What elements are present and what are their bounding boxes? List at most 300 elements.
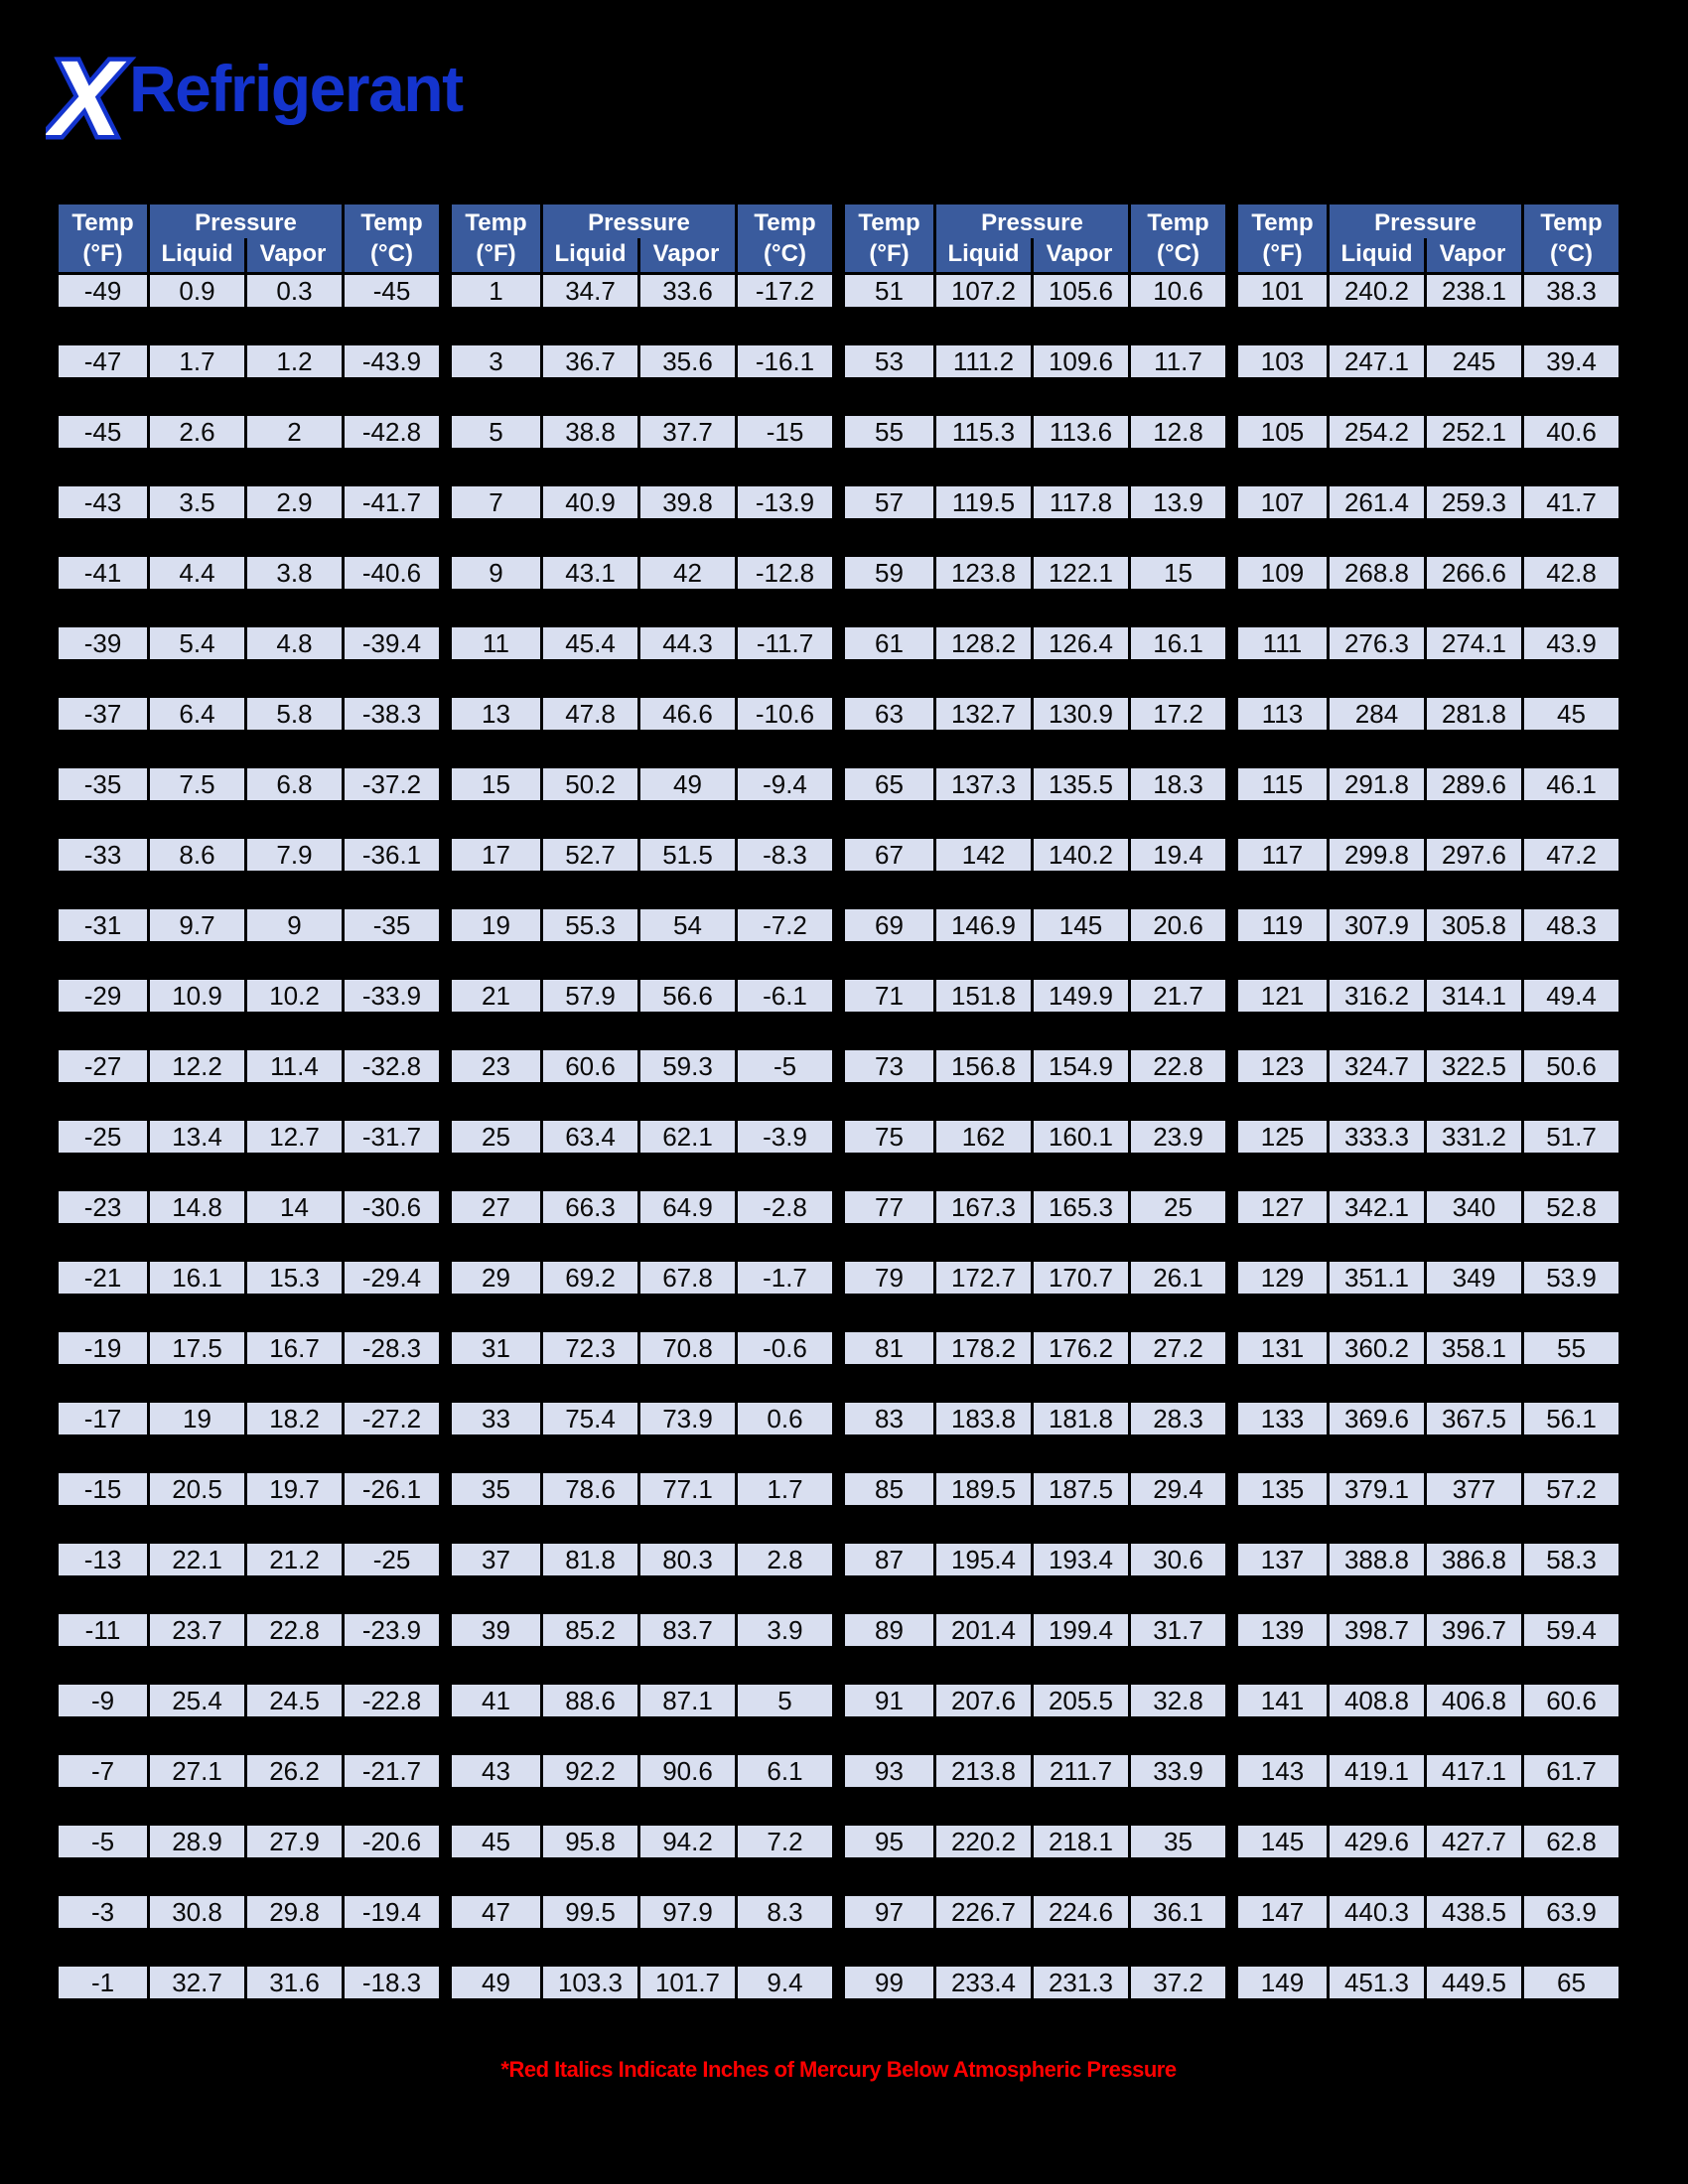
cell-pressure-liquid: 333.3 — [1330, 1121, 1424, 1153]
cell-pressure-liquid: 2.6 — [150, 416, 244, 448]
table-row — [842, 554, 1228, 592]
table-row — [56, 1682, 442, 1719]
cell-temp-c: -31.7 — [345, 1121, 439, 1153]
cell-temp-f: 95 — [845, 1826, 933, 1857]
cell-pressure-vapor: 340 — [1427, 1191, 1521, 1223]
cell-temp-f: 17 — [452, 839, 540, 871]
cell-temp-f: -15 — [59, 1473, 147, 1505]
table-row — [56, 272, 442, 310]
cell-pressure-liquid: 14.8 — [150, 1191, 244, 1223]
cell-pressure-vapor: 140.2 — [1034, 839, 1128, 871]
cell-temp-f: -35 — [59, 768, 147, 800]
cell-pressure-vapor: 22.8 — [247, 1614, 342, 1646]
cell-pressure-vapor: 21.2 — [247, 1544, 342, 1575]
table-row — [449, 483, 835, 521]
cell-temp-c: 6.1 — [738, 1755, 832, 1787]
cell-temp-c: 12.8 — [1131, 416, 1225, 448]
cell-temp-c: 29.4 — [1131, 1473, 1225, 1505]
cell-pressure-liquid: 342.1 — [1330, 1191, 1424, 1223]
cell-pressure-liquid: 151.8 — [936, 980, 1031, 1012]
cell-temp-f: 27 — [452, 1191, 540, 1223]
cell-pressure-liquid: 254.2 — [1330, 416, 1424, 448]
cell-pressure-vapor: 109.6 — [1034, 345, 1128, 377]
header-label: (°F) — [476, 240, 516, 267]
cell-temp-c: 5 — [738, 1685, 832, 1716]
cell-pressure-liquid: 5.4 — [150, 627, 244, 659]
cell-temp-f: -33 — [59, 839, 147, 871]
cell-temp-c: 11.7 — [1131, 345, 1225, 377]
cell-pressure-liquid: 10.9 — [150, 980, 244, 1012]
cell-pressure-vapor: 281.8 — [1427, 698, 1521, 730]
table-row — [842, 1964, 1228, 2001]
header-vapor: Vapor — [637, 238, 732, 272]
cell-temp-f: 65 — [845, 768, 933, 800]
cell-temp-c: 46.1 — [1524, 768, 1618, 800]
cell-pressure-vapor: 449.5 — [1427, 1967, 1521, 1998]
brand-text: Refrigerant — [129, 52, 463, 125]
cell-temp-c: 56.1 — [1524, 1403, 1618, 1434]
cell-temp-f: 21 — [452, 980, 540, 1012]
table-row — [842, 1188, 1228, 1226]
cell-temp-f: 71 — [845, 980, 933, 1012]
table-row — [449, 1400, 835, 1437]
header-pressure-label: Pressure — [195, 209, 297, 236]
table-row — [56, 1470, 442, 1508]
cell-pressure-liquid: 40.9 — [543, 486, 637, 518]
table-row — [842, 1611, 1228, 1649]
cell-temp-c: 35 — [1131, 1826, 1225, 1857]
cell-temp-c: 48.3 — [1524, 909, 1618, 941]
cell-pressure-vapor: 4.8 — [247, 627, 342, 659]
cell-pressure-vapor: 274.1 — [1427, 627, 1521, 659]
cell-temp-c: 17.2 — [1131, 698, 1225, 730]
cell-pressure-liquid: 38.8 — [543, 416, 637, 448]
cell-pressure-liquid: 69.2 — [543, 1262, 637, 1294]
header-label: (°C) — [764, 240, 806, 267]
cell-temp-f: 91 — [845, 1685, 933, 1716]
cell-temp-c: 10.6 — [1131, 275, 1225, 307]
table-row — [1235, 906, 1621, 944]
cell-temp-f: 37 — [452, 1544, 540, 1575]
cell-temp-f: 59 — [845, 557, 933, 589]
cell-pressure-vapor: 205.5 — [1034, 1685, 1128, 1716]
header-label: Temp — [1540, 209, 1603, 236]
cell-pressure-vapor: 33.6 — [640, 275, 735, 307]
cell-pressure-vapor: 170.7 — [1034, 1262, 1128, 1294]
table-row — [1235, 413, 1621, 451]
table-row — [1235, 1893, 1621, 1931]
header-temp-c — [345, 205, 439, 272]
cell-temp-c: -1.7 — [738, 1262, 832, 1294]
cell-temp-c: -26.1 — [345, 1473, 439, 1505]
cell-temp-c: -3.9 — [738, 1121, 832, 1153]
header-temp-f — [1238, 205, 1327, 272]
cell-temp-f: 99 — [845, 1967, 933, 1998]
cell-pressure-vapor: 67.8 — [640, 1262, 735, 1294]
group-header — [449, 202, 835, 272]
cell-pressure-liquid: 167.3 — [936, 1191, 1031, 1223]
table-row — [842, 1682, 1228, 1719]
cell-pressure-liquid: 30.8 — [150, 1896, 244, 1928]
table-row — [1235, 765, 1621, 803]
table-group-4 — [1235, 202, 1621, 2001]
cell-temp-f: 149 — [1238, 1967, 1327, 1998]
header-vapor: Vapor — [1031, 238, 1125, 272]
cell-pressure-vapor: 1.2 — [247, 345, 342, 377]
header-liquid: Liquid — [947, 240, 1020, 267]
table-row — [1235, 554, 1621, 592]
cell-temp-c: 39.4 — [1524, 345, 1618, 377]
table-row — [842, 1329, 1228, 1367]
table-row — [449, 1893, 835, 1931]
cell-temp-f: 53 — [845, 345, 933, 377]
table-row — [56, 1893, 442, 1931]
cell-temp-f: 31 — [452, 1332, 540, 1364]
cell-temp-f: -47 — [59, 345, 147, 377]
header-label: Temp — [858, 209, 920, 236]
cell-pressure-vapor: 135.5 — [1034, 768, 1128, 800]
cell-temp-f: 51 — [845, 275, 933, 307]
table-row — [449, 836, 835, 874]
table-row — [842, 1259, 1228, 1297]
table-row — [842, 1470, 1228, 1508]
cell-pressure-vapor: 64.9 — [640, 1191, 735, 1223]
cell-temp-f: 101 — [1238, 275, 1327, 307]
cell-temp-f: 29 — [452, 1262, 540, 1294]
cell-pressure-vapor: 11.4 — [247, 1050, 342, 1082]
cell-pressure-liquid: 207.6 — [936, 1685, 1031, 1716]
cell-pressure-liquid: 55.3 — [543, 909, 637, 941]
cell-temp-f: 123 — [1238, 1050, 1327, 1082]
cell-pressure-liquid: 240.2 — [1330, 275, 1424, 307]
cell-pressure-liquid: 72.3 — [543, 1332, 637, 1364]
cell-pressure-vapor: 149.9 — [1034, 980, 1128, 1012]
table-row — [449, 1964, 835, 2001]
cell-pressure-liquid: 63.4 — [543, 1121, 637, 1153]
cell-pressure-liquid: 137.3 — [936, 768, 1031, 800]
cell-temp-c: 2.8 — [738, 1544, 832, 1575]
cell-temp-c: 52.8 — [1524, 1191, 1618, 1223]
cell-temp-f: -19 — [59, 1332, 147, 1364]
cell-pressure-vapor: 367.5 — [1427, 1403, 1521, 1434]
cell-temp-c: -40.6 — [345, 557, 439, 589]
cell-temp-f: -49 — [59, 275, 147, 307]
table-row — [56, 483, 442, 521]
cell-temp-c: -45 — [345, 275, 439, 307]
cell-pressure-vapor: 10.2 — [247, 980, 342, 1012]
table-row — [56, 1047, 442, 1085]
cell-pressure-liquid: 398.7 — [1330, 1614, 1424, 1646]
cell-pressure-vapor: 9 — [247, 909, 342, 941]
cell-temp-f: 79 — [845, 1262, 933, 1294]
cell-pressure-vapor: 297.6 — [1427, 839, 1521, 871]
cell-pressure-vapor: 406.8 — [1427, 1685, 1521, 1716]
header-label: (°C) — [1550, 240, 1593, 267]
cell-pressure-liquid: 123.8 — [936, 557, 1031, 589]
cell-temp-c: -19.4 — [345, 1896, 439, 1928]
table-row — [56, 1611, 442, 1649]
cell-pressure-liquid: 8.6 — [150, 839, 244, 871]
cell-pressure-liquid: 276.3 — [1330, 627, 1424, 659]
cell-temp-c: 28.3 — [1131, 1403, 1225, 1434]
cell-pressure-liquid: 85.2 — [543, 1614, 637, 1646]
cell-pressure-liquid: 57.9 — [543, 980, 637, 1012]
table-row — [449, 1259, 835, 1297]
cell-pressure-vapor: 12.7 — [247, 1121, 342, 1153]
table-row — [1235, 624, 1621, 662]
cell-pressure-vapor: 16.7 — [247, 1332, 342, 1364]
cell-pressure-liquid: 88.6 — [543, 1685, 637, 1716]
cell-pressure-vapor: 101.7 — [640, 1967, 735, 1998]
cell-temp-c: -25 — [345, 1544, 439, 1575]
cell-temp-f: 147 — [1238, 1896, 1327, 1928]
table-row — [842, 1893, 1228, 1931]
cell-temp-f: 73 — [845, 1050, 933, 1082]
cell-pressure-liquid: 34.7 — [543, 275, 637, 307]
cell-temp-c: -2.8 — [738, 1191, 832, 1223]
cell-temp-f: 47 — [452, 1896, 540, 1928]
cell-pressure-liquid: 195.4 — [936, 1544, 1031, 1575]
cell-pressure-vapor: 94.2 — [640, 1826, 735, 1857]
header-pressure-sub — [150, 238, 342, 272]
cell-pressure-vapor: 349 — [1427, 1262, 1521, 1294]
table-row — [842, 272, 1228, 310]
cell-pressure-liquid: 6.4 — [150, 698, 244, 730]
cell-temp-c: 27.2 — [1131, 1332, 1225, 1364]
cell-temp-c: 30.6 — [1131, 1544, 1225, 1575]
cell-pressure-liquid: 307.9 — [1330, 909, 1424, 941]
cell-pressure-liquid: 36.7 — [543, 345, 637, 377]
cell-temp-c: 8.3 — [738, 1896, 832, 1928]
header-pressure-sub — [1330, 238, 1521, 272]
cell-temp-c: 9.4 — [738, 1967, 832, 1998]
cell-pressure-vapor: 231.3 — [1034, 1967, 1128, 1998]
cell-temp-c: 33.9 — [1131, 1755, 1225, 1787]
cell-pressure-vapor: 90.6 — [640, 1755, 735, 1787]
table-row — [1235, 1611, 1621, 1649]
cell-pressure-liquid: 7.5 — [150, 768, 244, 800]
cell-temp-f: 45 — [452, 1826, 540, 1857]
cell-temp-f: 133 — [1238, 1403, 1327, 1434]
table-row — [56, 977, 442, 1015]
cell-temp-c: -10.6 — [738, 698, 832, 730]
cell-temp-f: 93 — [845, 1755, 933, 1787]
cell-pressure-vapor: 27.9 — [247, 1826, 342, 1857]
cell-pressure-liquid: 50.2 — [543, 768, 637, 800]
cell-pressure-vapor: 37.7 — [640, 416, 735, 448]
cell-pressure-vapor: 83.7 — [640, 1614, 735, 1646]
cell-pressure-liquid: 440.3 — [1330, 1896, 1424, 1928]
cell-pressure-vapor: 165.3 — [1034, 1191, 1128, 1223]
cell-temp-c: -8.3 — [738, 839, 832, 871]
cell-temp-f: 25 — [452, 1121, 540, 1153]
table-row — [1235, 1682, 1621, 1719]
table-row — [1235, 836, 1621, 874]
cell-pressure-vapor: 14 — [247, 1191, 342, 1223]
cell-pressure-vapor: 126.4 — [1034, 627, 1128, 659]
cell-pressure-vapor: 245 — [1427, 345, 1521, 377]
cell-temp-f: 117 — [1238, 839, 1327, 871]
table-row — [56, 906, 442, 944]
cell-pressure-vapor: 2 — [247, 416, 342, 448]
header-liquid: Liquid — [161, 240, 233, 267]
cell-temp-c: -6.1 — [738, 980, 832, 1012]
cell-pressure-vapor: 238.1 — [1427, 275, 1521, 307]
table-row — [1235, 1823, 1621, 1860]
cell-temp-f: -23 — [59, 1191, 147, 1223]
header-pressure — [936, 205, 1128, 272]
table-row — [56, 1400, 442, 1437]
cell-temp-f: -5 — [59, 1826, 147, 1857]
table-row — [842, 836, 1228, 874]
cell-temp-c: 61.7 — [1524, 1755, 1618, 1787]
cell-temp-c: -33.9 — [345, 980, 439, 1012]
cell-temp-c: -32.8 — [345, 1050, 439, 1082]
header-label: (°C) — [370, 240, 413, 267]
cell-pressure-liquid: 128.2 — [936, 627, 1031, 659]
table-row — [449, 1611, 835, 1649]
table-row — [449, 1047, 835, 1085]
table-row — [842, 1118, 1228, 1156]
header-pressure-label: Pressure — [981, 209, 1083, 236]
header-pressure-sub — [543, 238, 735, 272]
cell-pressure-liquid: 360.2 — [1330, 1332, 1424, 1364]
cell-temp-f: -25 — [59, 1121, 147, 1153]
cell-pressure-vapor: 314.1 — [1427, 980, 1521, 1012]
table-row — [1235, 1259, 1621, 1297]
table-group-3 — [842, 202, 1228, 2001]
cell-temp-c: 18.3 — [1131, 768, 1225, 800]
cell-pressure-liquid: 17.5 — [150, 1332, 244, 1364]
cell-pressure-liquid: 324.7 — [1330, 1050, 1424, 1082]
cell-temp-c: -27.2 — [345, 1403, 439, 1434]
table-row — [56, 624, 442, 662]
cell-temp-c: 7.2 — [738, 1826, 832, 1857]
cell-pressure-liquid: 201.4 — [936, 1614, 1031, 1646]
cell-temp-f: -37 — [59, 698, 147, 730]
cell-temp-f: -39 — [59, 627, 147, 659]
cell-temp-f: -7 — [59, 1755, 147, 1787]
cell-temp-c: 13.9 — [1131, 486, 1225, 518]
cell-temp-f: 81 — [845, 1332, 933, 1364]
cell-temp-c: -37.2 — [345, 768, 439, 800]
cell-pressure-liquid: 99.5 — [543, 1896, 637, 1928]
cell-temp-f: 121 — [1238, 980, 1327, 1012]
cell-pressure-liquid: 213.8 — [936, 1755, 1031, 1787]
cell-temp-c: 26.1 — [1131, 1262, 1225, 1294]
table-row — [56, 413, 442, 451]
cell-temp-f: 33 — [452, 1403, 540, 1434]
cell-pressure-liquid: 226.7 — [936, 1896, 1031, 1928]
cell-pressure-liquid: 0.9 — [150, 275, 244, 307]
cell-pressure-vapor: 51.5 — [640, 839, 735, 871]
cell-pressure-vapor: 19.7 — [247, 1473, 342, 1505]
table-row — [1235, 1188, 1621, 1226]
cell-pressure-liquid: 220.2 — [936, 1826, 1031, 1857]
cell-temp-f: -31 — [59, 909, 147, 941]
cell-pressure-vapor: 59.3 — [640, 1050, 735, 1082]
cell-temp-c: -43.9 — [345, 345, 439, 377]
cell-pressure-vapor: 54 — [640, 909, 735, 941]
header-label: Temp — [1147, 209, 1209, 236]
cell-pressure-liquid: 60.6 — [543, 1050, 637, 1082]
cell-temp-f: 127 — [1238, 1191, 1327, 1223]
cell-pressure-liquid: 13.4 — [150, 1121, 244, 1153]
cell-temp-c: -18.3 — [345, 1967, 439, 1998]
cell-temp-c: -30.6 — [345, 1191, 439, 1223]
cell-pressure-vapor: 259.3 — [1427, 486, 1521, 518]
cell-temp-c: 3.9 — [738, 1614, 832, 1646]
table-row — [449, 624, 835, 662]
cell-temp-c: 62.8 — [1524, 1826, 1618, 1857]
cell-pressure-vapor: 18.2 — [247, 1403, 342, 1434]
cell-pressure-vapor: 438.5 — [1427, 1896, 1521, 1928]
cell-pressure-vapor: 3.8 — [247, 557, 342, 589]
table-row — [842, 624, 1228, 662]
cell-pressure-liquid: 19 — [150, 1403, 244, 1434]
table-row — [449, 1329, 835, 1367]
cell-temp-c: 43.9 — [1524, 627, 1618, 659]
table-row — [449, 413, 835, 451]
cell-temp-c: 51.7 — [1524, 1121, 1618, 1153]
cell-pressure-vapor: 35.6 — [640, 345, 735, 377]
group-header — [56, 202, 442, 272]
cell-temp-f: 57 — [845, 486, 933, 518]
table-row — [56, 1541, 442, 1578]
cell-temp-f: 9 — [452, 557, 540, 589]
cell-temp-c: 45 — [1524, 698, 1618, 730]
cell-pressure-liquid: 47.8 — [543, 698, 637, 730]
cell-temp-f: 115 — [1238, 768, 1327, 800]
header-pressure-label: Pressure — [1374, 209, 1477, 236]
cell-pressure-vapor: 24.5 — [247, 1685, 342, 1716]
cell-pressure-liquid: 12.2 — [150, 1050, 244, 1082]
table-row — [842, 1400, 1228, 1437]
cell-temp-c: -41.7 — [345, 486, 439, 518]
cell-temp-c: 31.7 — [1131, 1614, 1225, 1646]
footnote: *Red Italics Indicate Inches of Mercury Below Atmospheric Pressure — [500, 2057, 1177, 2082]
table-row — [449, 1823, 835, 1860]
cell-pressure-liquid: 45.4 — [543, 627, 637, 659]
header-label: (°F) — [1262, 240, 1303, 267]
table-row — [449, 906, 835, 944]
cell-pressure-vapor: 322.5 — [1427, 1050, 1521, 1082]
cell-pressure-vapor: 46.6 — [640, 698, 735, 730]
cell-pressure-vapor: 211.7 — [1034, 1755, 1128, 1787]
cell-temp-c: -12.8 — [738, 557, 832, 589]
cell-temp-f: 89 — [845, 1614, 933, 1646]
cell-temp-f: 109 — [1238, 557, 1327, 589]
cell-temp-f: 5 — [452, 416, 540, 448]
table-row — [1235, 1118, 1621, 1156]
logo — [46, 40, 473, 159]
cell-pressure-vapor: 5.8 — [247, 698, 342, 730]
table-row — [56, 342, 442, 380]
cell-temp-f: 49 — [452, 1967, 540, 1998]
cell-temp-f: 23 — [452, 1050, 540, 1082]
table-row — [449, 1682, 835, 1719]
cell-temp-c: 60.6 — [1524, 1685, 1618, 1716]
cell-pressure-liquid: 316.2 — [1330, 980, 1424, 1012]
table-row — [449, 1118, 835, 1156]
cell-temp-f: 105 — [1238, 416, 1327, 448]
table-row — [1235, 1752, 1621, 1790]
cell-pressure-liquid: 22.1 — [150, 1544, 244, 1575]
cell-pressure-vapor: 289.6 — [1427, 768, 1521, 800]
cell-pressure-liquid: 66.3 — [543, 1191, 637, 1223]
cell-pressure-vapor: 252.1 — [1427, 416, 1521, 448]
cell-pressure-liquid: 189.5 — [936, 1473, 1031, 1505]
